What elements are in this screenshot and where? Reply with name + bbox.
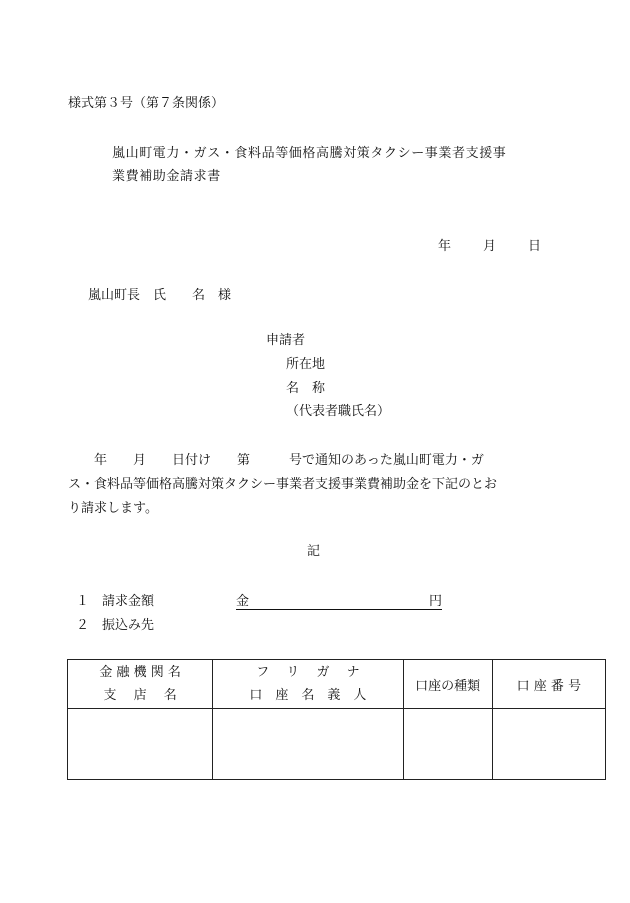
ki-heading: 記 [307, 544, 321, 559]
addressee: 嵐山町長 氏 名 様 [88, 288, 232, 303]
request-paragraph [68, 449, 568, 521]
header-branch-name: 支 店 名 [103, 688, 177, 703]
date-year: 年 [438, 239, 452, 254]
header-account-number: 口 座 番 号 [492, 660, 605, 709]
cell-account-holder[interactable] [213, 709, 403, 780]
header-account-type: 口座の種類 [403, 660, 492, 709]
item2-number: ２ [76, 618, 90, 633]
cell-bank-branch[interactable] [68, 709, 213, 780]
table-header-row [68, 660, 606, 709]
document-title-line1: 嵐山町電力・ガス・食料品等価格高騰対策タクシー事業者支援事 [112, 146, 507, 161]
header-account-holder [213, 660, 403, 709]
item1-number: １ [76, 594, 90, 609]
item2-label: 振込み先 [102, 618, 155, 633]
date-line [438, 240, 541, 253]
document-title-line2: 業費補助金請求書 [112, 169, 221, 184]
header-furigana: フ リ ガ ナ [256, 665, 360, 680]
paragraph-line: 年 月 日付け 第 号で通知のあった嵐山町電力・ガ [68, 453, 484, 468]
header-holder-name: 口 座 名 義 人 [249, 688, 367, 703]
cell-account-type[interactable] [403, 709, 492, 780]
paragraph-line: ス・食料品等価格高騰対策タクシー事業者支援事業費補助金を下記のとお [68, 477, 498, 492]
bank-account-table [67, 659, 606, 780]
header-bank-name: 金 融 機 関 名 [99, 665, 181, 680]
amount-field[interactable] [236, 593, 442, 610]
item1-label: 請求金額 [102, 594, 155, 609]
amount-prefix: 金 [236, 594, 250, 609]
cell-account-number[interactable] [492, 709, 605, 780]
applicant-label: 申請者 [266, 333, 306, 348]
table-row [68, 709, 606, 780]
applicant-name-label: 名 称 [286, 381, 326, 396]
applicant-address-label: 所在地 [286, 357, 326, 372]
date-month: 月 [483, 239, 497, 254]
amount-suffix: 円 [428, 594, 442, 609]
paragraph-line: り請求します。 [68, 501, 158, 516]
date-day: 日 [528, 239, 542, 254]
form-number: 様式第３号（第７条関係） [68, 96, 225, 111]
applicant-representative-label: （代表者職氏名） [286, 404, 391, 419]
header-bank-branch [68, 660, 213, 709]
